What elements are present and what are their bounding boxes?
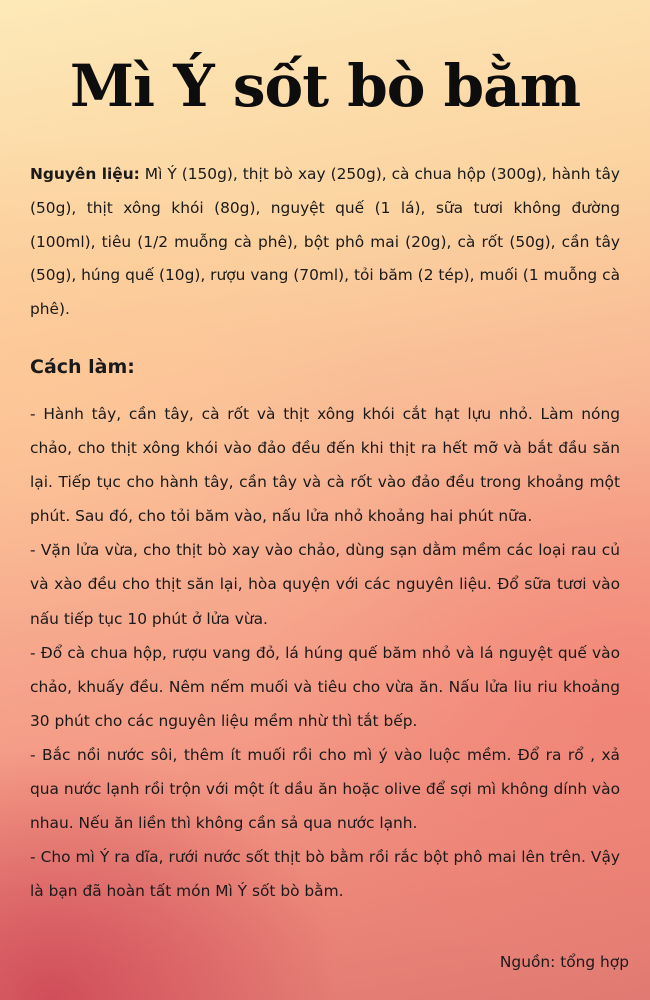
page-title: Mì Ý sốt bò bằm — [69, 52, 581, 120]
ingredients-text: Mì Ý (150g), thịt bò xay (250g), cà chua hộp (300g), hành tây (50g), thịt xông khói (80g), nguyệt quế (1 lá), sữa tươi không đường (100ml), tiêu (1/2 muỗng cà phê), bột phô mai (20g), cà rốt (50g), cần tây (50g), húng quế (10g), rượu vang (70ml), tỏi băm (2 tép), muối (1 muỗng cà phê). — [30, 165, 620, 319]
method-step: - Đổ cà chua hộp, rượu vang đỏ, lá húng quế băm nhỏ và lá nguyệt quế vào chảo, khuấy đều. Nêm nếm muối và tiêu cho vừa ăn. Nấu lửa liu riu khoảng 30 phút cho các nguyên liệu mềm nhừ thì tắt bếp. — [30, 643, 620, 730]
method-step: - Bắc nồi nước sôi, thêm ít muối rồi cho mì ý vào luộc mềm. Đổ ra rổ , xả qua nước lạnh rồi trộn với một ít dầu ăn hoặc olive để sợi mì không dính vào nhau. Nếu ăn liền thì không cần sả qua nước lạnh. — [30, 745, 620, 833]
source-credit: Nguồn: tổng hợp — [499, 953, 629, 971]
method-step: - Hành tây, cần tây, cà rốt và thịt xông khói cắt hạt lựu nhỏ. Làm nóng chảo, cho thịt xông khói vào đảo đều đến khi thịt ra hết mỡ và bắt đầu săn lại. Tiếp tục cho hành tây, cần tây và cà rốt vào đảo đều trong khoảng một phút. Sau đó, cho tỏi băm vào, nấu lửa nhỏ khoảng hai phút nữa. — [30, 405, 620, 526]
method-step: - Vặn lửa vừa, cho thịt bò xay vào chảo, dùng sạn dằm mềm các loại rau củ và xào đều cho thịt săn lại, hòa quyện với các nguyên liệu. Đổ sữa tươi vào nấu tiếp tục 10 phút ở lửa vừa. — [30, 541, 620, 628]
method-steps — [30, 397, 620, 908]
ingredients-paragraph — [30, 158, 620, 327]
ingredients-label: Nguyên liệu: — [30, 165, 140, 183]
method-step: - Cho mì Ý ra dĩa, rưới nước sốt thịt bò bằm rồi rắc bột phô mai lên trên. Vậy là bạn đã hoàn tất món Mì Ý sốt bò bằm. — [30, 848, 620, 901]
method-heading: Cách làm: — [30, 356, 135, 378]
